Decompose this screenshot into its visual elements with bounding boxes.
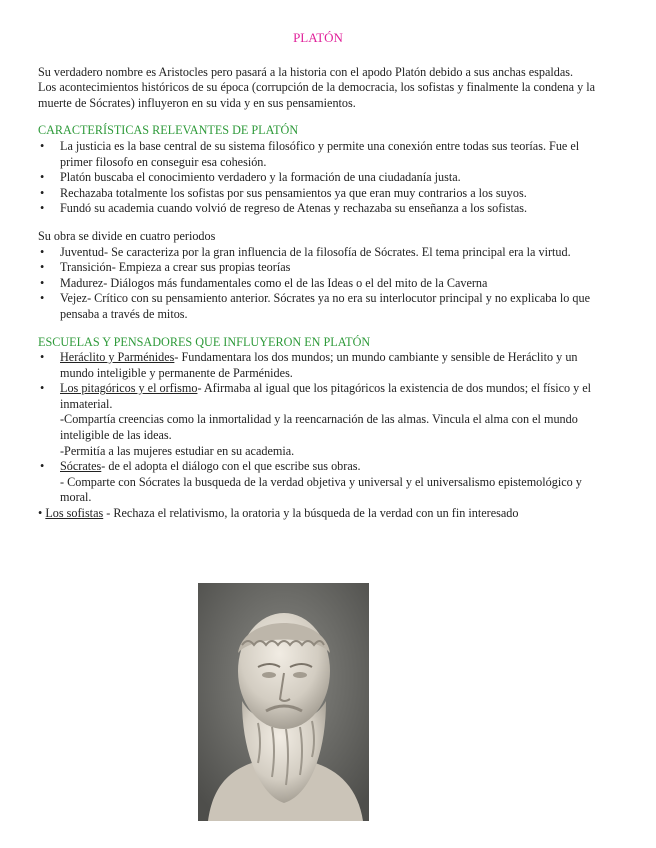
list-item: • Platón buscaba el conocimiento verdadero y la formación de una ciudadanía justa. [38, 170, 598, 186]
list-item-heraclito [38, 350, 598, 381]
intro-paragraph-2: Los acontecimientos históricos de su época (corrupción de la democracia, los sofistas y finalmente la condena y la muerte de Sócrates) influyeron en su vida y en sus pensamientos. [38, 80, 596, 110]
intro-paragraph-1: Su verdadero nombre es Aristocles pero pasará a la historia con el apodo Platón debido a sus anchas espaldas. [38, 64, 574, 79]
periods-list [38, 245, 598, 323]
heraclito-text: - Fundamentara los dos mundos; un mundo cambiante y sensible de Heráclito y un mundo inteligible y permanente de Parménides. [60, 350, 578, 380]
socrates-name: Sócrates [60, 459, 102, 474]
schools-heading: ESCUELAS Y PENSADORES QUE INFLUYERON EN PLATÓN [38, 334, 371, 349]
pitagoricos-name: Los pitagóricos y el orfismo [60, 381, 198, 396]
features-list [38, 139, 598, 217]
list-item: • Fundó su academia cuando volvió de regreso de Atenas y rechazaba su enseñanza a los sofistas. [38, 201, 598, 217]
document-page [38, 30, 598, 522]
sofistas-name: Los sofistas [45, 506, 104, 521]
plato-bust-image [198, 583, 369, 821]
list-item: • Juventud- Se caracteriza por la gran influencia de la filosofía de Sócrates. El tema principal era la virtud. [38, 245, 598, 261]
list-item: • Madurez- Diálogos más fundamentales como el de las Ideas o el del mito de la Caverna [38, 276, 598, 292]
pitagoricos-text: - Afirmaba al igual que los pitagóricos la existencia de dos mundos; el físico y el inmaterial. [60, 381, 592, 411]
list-item: • Rechazaba totalmente los sofistas por sus pensamientos ya que eran muy contrarios a los suyos. [38, 186, 598, 202]
features-heading: CARACTERÍSTICAS RELEVANTES DE PLATÓN [38, 123, 299, 138]
pitagoricos-sub-2: -Permitía a las mujeres estudiar en su academia. [60, 443, 295, 458]
list-item-socrates [38, 459, 598, 475]
list-item: • Vejez- Crítico con su pensamiento anterior. Sócrates ya no era su interlocutor principal y no explicaba lo que pensaba a través de mitos. [38, 291, 598, 322]
sofistas-line: • Los sofistas - Rechaza el relativismo, la oratoria y la búsqueda de la verdad con un fin interesado [38, 506, 519, 521]
pitagoricos-sub-1: -Compartía creencias como la inmortalidad y la reencarnación de las almas. Vincula el alma con el mundo inteligible de las ideas. [60, 412, 578, 443]
plato-bust-drawing [198, 583, 369, 821]
page-title: PLATÓN [293, 30, 343, 45]
socrates-sub: - Comparte con Sócrates la busqueda de la verdad objetiva y universal y el universalismo epistemológico y moral. [60, 474, 582, 505]
schools-list-2 [38, 459, 598, 475]
list-item: • Transición- Empieza a crear sus propias teorías [38, 260, 598, 276]
list-item: • La justicia es la base central de su sistema filosófico y permite una conexión entre todas sus teorías. Fue el primer filosofo en conseguir esa cohesión. [38, 139, 598, 170]
schools-list [38, 350, 598, 412]
sofistas-text: - Rechaza el relativismo, la oratoria y la búsqueda de la verdad con un fin interesado [106, 506, 519, 521]
heraclito-name: Heráclito y Parménides [60, 350, 175, 365]
periods-heading: Su obra se divide en cuatro periodos [38, 228, 216, 243]
list-item-pitagoricos [38, 381, 598, 412]
socrates-text: - de el adopta el diálogo con el que escribe sus obras. [101, 459, 361, 474]
